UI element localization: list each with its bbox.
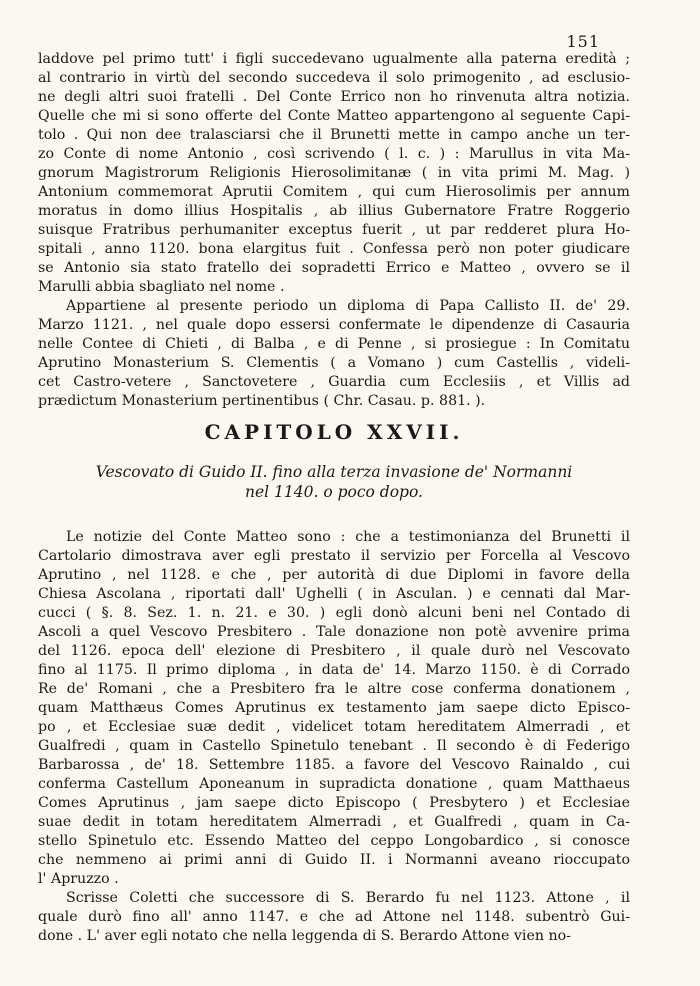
text-line: quale durò fino all' anno 1147. e che ad Attone nel 1148. subentrò Gui- xyxy=(38,909,630,925)
text-line: Marzo 1121. , nel quale dopo essersi confermate le dipendenze di Casauria xyxy=(38,317,630,333)
text-line: gnorum Magistrorum Religionis Hierosolimitanæ ( in vita primi M. Mag. ) xyxy=(38,165,630,181)
chapter-subtitle-line-1: Vescovato di Guido II. fino alla terza invasione de' Normanni xyxy=(95,463,573,481)
text-line: Marulli abbia sbagliato nel nome . xyxy=(38,279,285,295)
page-number: 151 xyxy=(566,32,600,51)
text-line: Scrisse Coletti che successore di S. Berardo fu nel 1123. Attone , il xyxy=(66,890,630,906)
chapter-heading: CAPITOLO XXVII. xyxy=(204,420,464,444)
text-line: Aprutino Monasterium S. Clementis ( a Vomano ) cum Castellis , videli- xyxy=(38,355,630,371)
text-line: done . L' aver egli notato che nella leggenda di S. Berardo Attone vien no- xyxy=(38,928,571,944)
text-line: cet Castro-vetere , Sanctovetere , Guardia cum Ecclesiis , et Villis ad xyxy=(38,374,630,390)
chapter-subtitle xyxy=(38,462,630,502)
text-line: Gualfredi , quam in Castello Spinetulo tenebant . Il secondo è di Federigo xyxy=(38,738,630,754)
text-line: suisque Fratribus perhumaniter exceptus fuerit , ut par redderet plura Ho- xyxy=(38,222,630,238)
text-line: se Antonio sia stato fratello dei sopradetti Errico e Matteo , ovvero se il xyxy=(38,260,630,276)
text-line: tolo . Qui non dee tralasciarsi che il Brunetti mette in campo anche un ter- xyxy=(38,127,630,143)
paragraph-block-4 xyxy=(38,889,630,946)
text-line: zo Conte di nome Antonio , così scrivendo ( l. c. ) : Marullus in vita Ma- xyxy=(38,146,630,162)
chapter-subtitle-line-2: nel 1140. o poco dopo. xyxy=(245,483,423,501)
text-line: prædictum Monasterium pertinentibus ( Chr. Casau. p. 881. ). xyxy=(38,393,486,409)
text-line: che nemmeno ai primi anni di Guido II. i Normanni aveano rioccupato xyxy=(38,852,630,868)
paragraph-block-2 xyxy=(38,297,630,411)
text-line: Quelle che mi si sono offerte del Conte Matteo appartengono al seguente Capi- xyxy=(38,108,630,124)
text-line: al contrario in virtù del secondo succedeva il solo primogenito , ad esclusio- xyxy=(38,70,630,86)
text-line: Ascoli a quel Vescovo Presbitero . Tale donazione non potè avvenire prima xyxy=(38,624,630,640)
text-line: conferma Castellum Aponeanum in supradicta donatione , quam Matthaeus xyxy=(38,776,630,792)
text-line: Comes Aprutinus , jam saepe dicto Episcopo ( Presbytero ) et Ecclesiae xyxy=(38,795,630,811)
text-line: del 1126. epoca dell' elezione di Presbitero , il quale durò nel Vescovato xyxy=(38,643,630,659)
text-line: ne degli altri suoi fratelli . Del Conte Errico non ho rinvenuta altra notizia. xyxy=(38,89,630,105)
text-line: Aprutino , nel 1128. e che , per autorità di due Diplomi in favore della xyxy=(38,567,630,583)
text-line: nelle Contee di Chieti , di Balba , e di Penne , si prosiegue : In Comitatu xyxy=(38,336,630,352)
text-line: cucci ( §. 8. Sez. 1. n. 21. e 30. ) egli donò alcuni beni nel Contado di xyxy=(38,605,630,621)
text-line: quam Matthæus Comes Aprutinus ex testamento jam saepe dicto Episco- xyxy=(38,700,630,716)
text-line: Barbarossa , de' 18. Settembre 1185. a favore del Vescovo Rainaldo , cui xyxy=(38,757,630,773)
paragraph-block-1 xyxy=(38,50,630,297)
text-line: moratus in domo illius Hospitalis , ab illius Gubernatore Fratre Roggerio xyxy=(38,203,630,219)
text-line: Appartiene al presente periodo un diploma di Papa Callisto II. de' 29. xyxy=(66,298,630,314)
text-line: Re de' Romani , che a Presbitero fra le altre cose conferma donationem , xyxy=(38,681,630,697)
text-line: laddove pel primo tutt' i figli succedevano ugualmente alla paterna eredità ; xyxy=(38,51,630,67)
text-line: po , et Ecclesiae suæ dedit , videlicet totam hereditatem Almerradi , et xyxy=(38,719,630,735)
text-line: stello Spinetulo etc. Essendo Matteo del ceppo Longobardico , si conosce xyxy=(38,833,630,849)
text-line: suae dedit in totam hereditatem Almerradi , et Gualfredi , quam in Ca- xyxy=(38,814,630,830)
text-line: l' Apruzzo . xyxy=(38,871,119,887)
text-line: fino al 1175. Il primo diploma , in data de' 14. Marzo 1150. è di Corrado xyxy=(38,662,630,678)
text-line: Cartolario dimostrava aver egli prestato il servizio per Forcella al Vescovo xyxy=(38,548,630,564)
text-line: spitali , anno 1120. bona elargitus fuit . Confessa però non poter giudicare xyxy=(38,241,630,257)
text-line: Le notizie del Conte Matteo sono : che a testimonianza del Brunetti il xyxy=(66,529,630,545)
text-line: Antonium commemorat Aprutii Comitem , qui cum Hierosolimis per annum xyxy=(38,184,630,200)
text-line: Chiesa Ascolana , riportati dall' Ughelli ( in Asculan. ) e cennati dal Mar- xyxy=(38,586,630,602)
paragraph-block-3 xyxy=(38,528,630,889)
